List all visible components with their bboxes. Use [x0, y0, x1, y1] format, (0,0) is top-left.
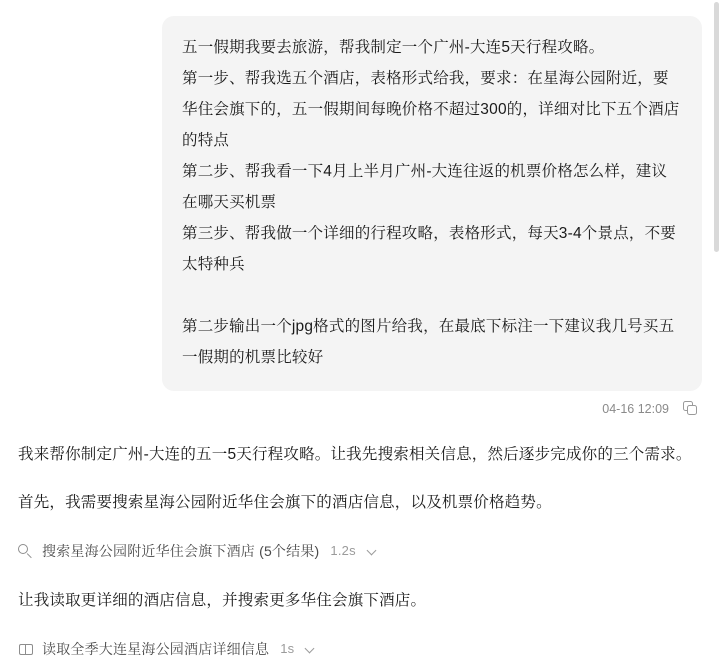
- user-message-line-1: 五一假期我要去旅游，帮我制定一个广州-大连5天行程攻略。: [182, 39, 605, 56]
- tool-call-duration: 1s: [280, 641, 295, 656]
- assistant-intro-text: 我来帮你制定广州-大连的五一5天行程攻略。让我先搜索相关信息，然后逐步完成你的三个需求。: [18, 446, 692, 463]
- user-message-line-3: 第二步、帮我看一下4月上半月广州-大连往返的机票价格怎么样，建议在哪天买机票: [182, 163, 668, 211]
- chevron-down-icon[interactable]: [306, 644, 316, 654]
- search-icon: [18, 544, 33, 559]
- user-message-bubble: [162, 16, 702, 391]
- tool-call-label: 搜索星海公园附近华住会旗下酒店 (5个结果): [42, 543, 320, 559]
- scrollbar[interactable]: [714, 2, 719, 252]
- tool-call-read-hotel-detail[interactable]: [18, 634, 702, 664]
- document-icon: [18, 642, 33, 657]
- assistant-response: [0, 416, 720, 664]
- tool-call-search-hotels[interactable]: [18, 536, 702, 566]
- copy-icon[interactable]: [683, 401, 698, 416]
- chevron-down-icon[interactable]: [368, 546, 378, 556]
- user-message-line-4: 第三步、帮我做一个详细的行程攻略，表格形式，每天3-4个景点，不要太特种兵: [182, 225, 677, 273]
- assistant-second-text: 首先，我需要搜索星海公园附近华住会旗下的酒店信息，以及机票价格趋势。: [18, 494, 552, 511]
- user-message-line-2: 第一步、帮我选五个酒店，表格形式给我，要求：在星海公园附近，要华住会旗下的，五一假期间每晚价格不超过300的，详细对比下五个酒店的特点: [182, 70, 680, 149]
- message-timestamp: 04-16 12:09: [602, 401, 669, 416]
- tool-call-duration: 1.2s: [330, 543, 356, 558]
- tool-call-label: 读取全季大连星海公园酒店详细信息: [42, 641, 270, 657]
- assistant-third-text: 让我读取更详细的酒店信息，并搜索更多华住会旗下酒店。: [18, 592, 427, 609]
- message-meta-row: [0, 391, 720, 416]
- user-message-line-5: 第二步输出一个jpg格式的图片给我，在最底下标注一下建议我几号买五一假期的机票比较好: [182, 318, 675, 366]
